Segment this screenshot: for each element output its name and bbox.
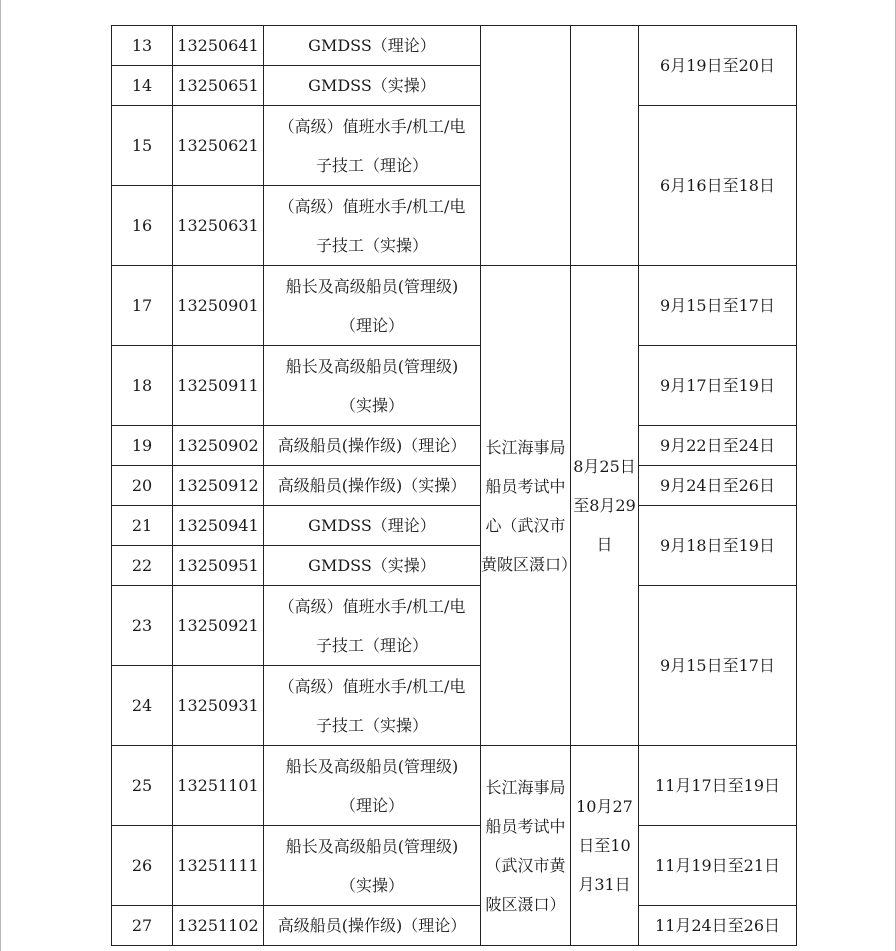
table-row [112,266,797,346]
table-row [112,346,797,426]
table-row [112,106,797,186]
exam-subject-cell: 高级船员(操作级)（实操） [264,466,481,506]
venue-cell [481,26,571,266]
exam-subject-cell: 船长及高级船员(管理级)（实操） [264,826,481,906]
row-number-cell: 15 [112,106,173,186]
table-row [112,586,797,666]
exam-subject-cell: （高级）值班水手/机工/电子技工（理论） [264,586,481,666]
exam-subject-cell: 船长及高级船员(管理级)（理论） [264,746,481,826]
exam-code-cell: 13250631 [173,186,264,266]
row-number-cell: 21 [112,506,173,546]
exam-code-cell: 13250902 [173,426,264,466]
registration-period-cell [571,26,639,266]
exam-subject-cell: （高级）值班水手/机工/电子技工（实操） [264,186,481,266]
exam-code-cell: 13250941 [173,506,264,546]
exam-date-cell: 11月19日至21日 [639,826,797,906]
row-number-cell: 25 [112,746,173,826]
exam-code-cell: 13250911 [173,346,264,426]
exam-code-cell: 13250641 [173,26,264,66]
page-edge-left [0,0,1,951]
table-row [112,826,797,906]
row-number-cell: 23 [112,586,173,666]
exam-code-cell: 13250621 [173,106,264,186]
row-number-cell: 24 [112,666,173,746]
exam-date-cell: 9月22日至24日 [639,426,797,466]
row-number-cell: 13 [112,26,173,66]
row-number-cell: 17 [112,266,173,346]
exam-subject-cell: 船长及高级船员(管理级)（理论） [264,266,481,346]
row-number-cell: 16 [112,186,173,266]
row-number-cell: 22 [112,546,173,586]
exam-date-cell: 9月24日至26日 [639,466,797,506]
row-number-cell: 14 [112,66,173,106]
exam-code-cell: 13250951 [173,546,264,586]
exam-code-cell: 13250921 [173,586,264,666]
exam-subject-cell: GMDSS（理论） [264,26,481,66]
exam-date-cell: 11月24日至26日 [639,906,797,946]
exam-code-cell: 13250931 [173,666,264,746]
exam-code-cell: 13250912 [173,466,264,506]
exam-subject-cell: 高级船员(操作级)（理论） [264,906,481,946]
exam-code-cell: 13250651 [173,66,264,106]
venue-cell: 长江海事局船员考试中（武汉市黄陂区滠口） [481,746,571,946]
row-number-cell: 26 [112,826,173,906]
exam-subject-cell: 船长及高级船员(管理级)（实操） [264,346,481,426]
exam-code-cell: 13251102 [173,906,264,946]
table-row [112,466,797,506]
exam-subject-cell: （高级）值班水手/机工/电子技工（理论） [264,106,481,186]
registration-period-cell: 8月25日至8月29日 [571,266,639,746]
exam-date-cell: 9月15日至17日 [639,266,797,346]
exam-code-cell: 13250901 [173,266,264,346]
row-number-cell: 20 [112,466,173,506]
exam-code-cell: 13251111 [173,826,264,906]
exam-date-cell: 9月18日至19日 [639,506,797,586]
exam-subject-cell: GMDSS（实操） [264,546,481,586]
row-number-cell: 27 [112,906,173,946]
exam-subject-cell: GMDSS（理论） [264,506,481,546]
exam-date-cell: 6月19日至20日 [639,26,797,106]
registration-period-cell: 10月27日至10月31日 [571,746,639,946]
exam-subject-cell: 高级船员(操作级)（理论） [264,426,481,466]
venue-cell: 长江海事局船员考试中心（武汉市黄陂区滠口） [481,266,571,746]
row-number-cell: 19 [112,426,173,466]
exam-date-cell: 9月15日至17日 [639,586,797,746]
table-row [112,906,797,946]
table-row [112,746,797,826]
row-number-cell: 18 [112,346,173,426]
table-row [112,426,797,466]
exam-date-cell: 9月17日至19日 [639,346,797,426]
exam-schedule-table [111,25,797,946]
exam-subject-cell: GMDSS（实操） [264,66,481,106]
exam-date-cell: 6月16日至18日 [639,106,797,266]
exam-date-cell: 11月17日至19日 [639,746,797,826]
exam-subject-cell: （高级）值班水手/机工/电子技工（实操） [264,666,481,746]
exam-code-cell: 13251101 [173,746,264,826]
table-row [112,506,797,546]
table-row [112,26,797,66]
